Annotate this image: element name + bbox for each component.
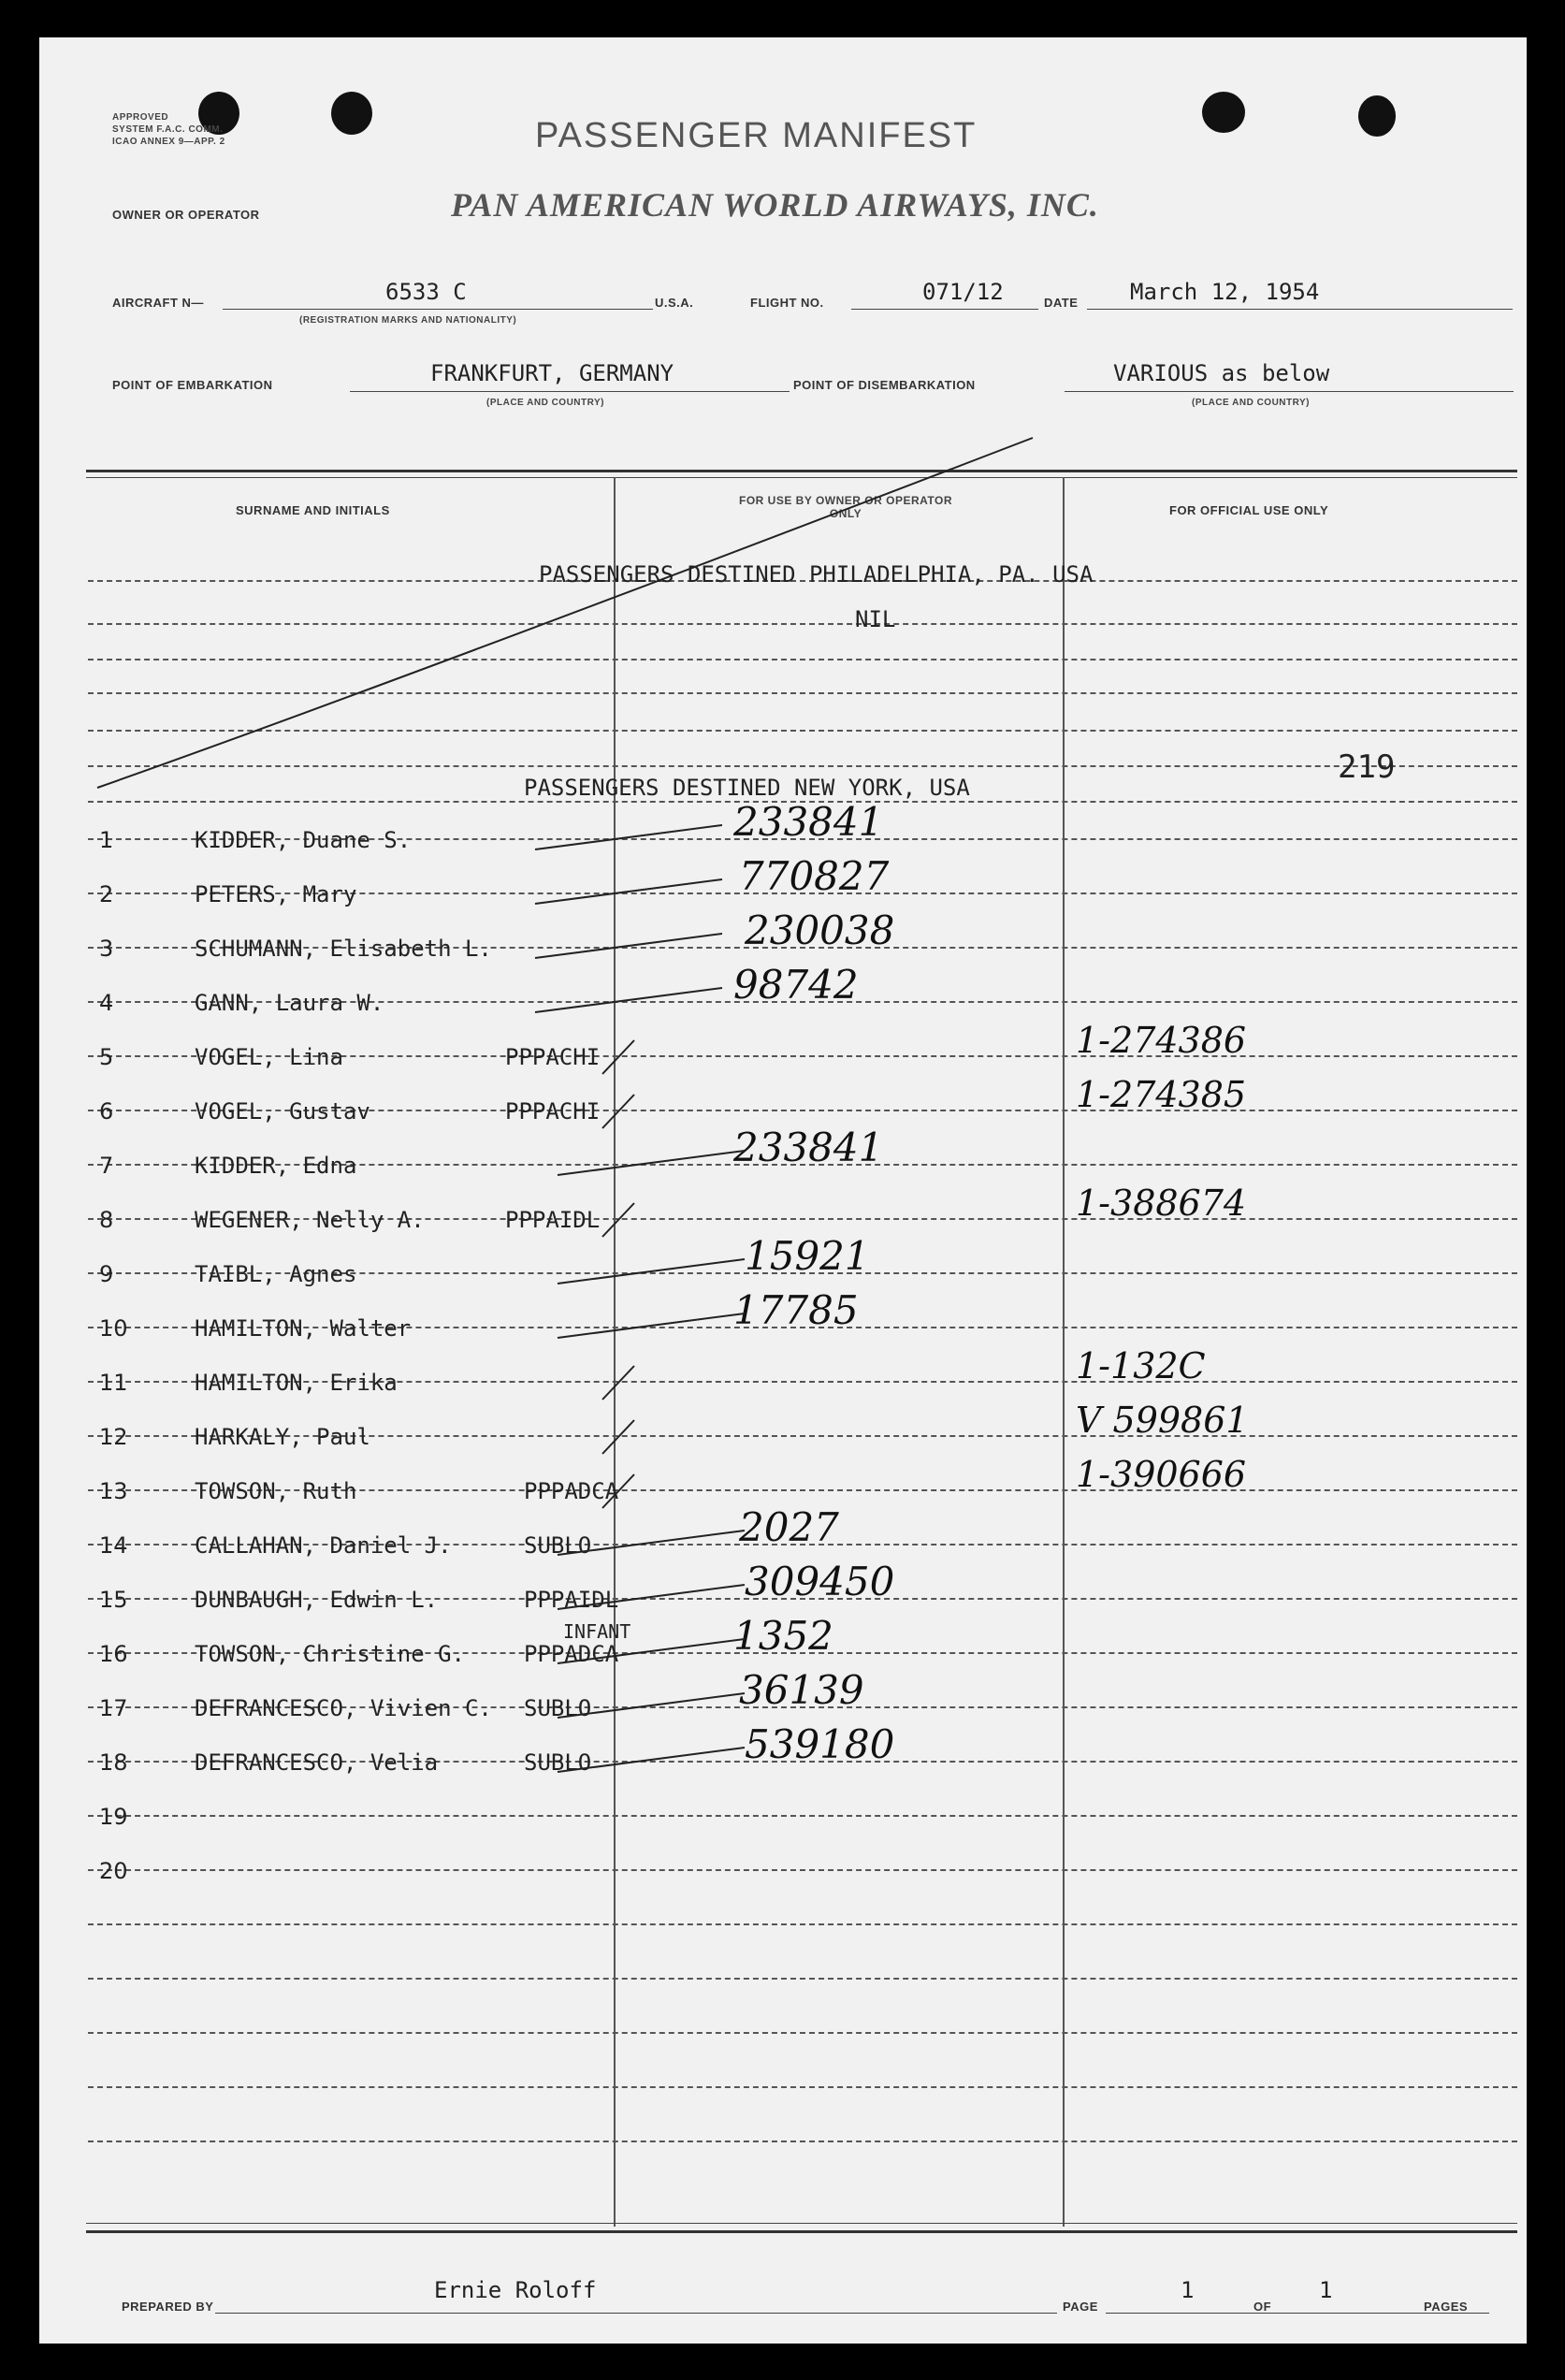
passenger-code: PPPADCA	[524, 1478, 619, 1504]
check-mark	[558, 1748, 745, 1772]
manifest-sheet	[39, 37, 1527, 2344]
passenger-name: CALLAHAN, Daniel J.	[195, 1532, 452, 1559]
passenger-name: KIDDER, Duane S.	[195, 827, 412, 853]
disembark-value: VARIOUS as below	[1113, 360, 1330, 386]
flight-label: FLIGHT NO.	[750, 296, 824, 310]
official-number: 1-132C	[1076, 1345, 1206, 1386]
official-number: V 599861	[1076, 1400, 1249, 1441]
row-number: 16	[99, 1641, 128, 1667]
row-number: 10	[99, 1315, 128, 1342]
page-number: 1	[1181, 2277, 1195, 2303]
passenger-name: HAMILTON, Walter	[195, 1315, 412, 1342]
passenger-name: SCHUMANN, Elisabeth L.	[195, 936, 492, 962]
row-number: 9	[99, 1261, 114, 1287]
column-header-surname: SURNAME AND INITIALS	[236, 503, 390, 517]
passenger-code: SUBLO	[524, 1532, 592, 1559]
owner-number: 539180	[745, 1721, 895, 1767]
check-mark	[602, 1040, 634, 1074]
row-number: 6	[99, 1098, 114, 1125]
check-mark	[602, 1095, 634, 1128]
prepared-by: Ernie Roloff	[434, 2277, 597, 2303]
passenger-name: PETERS, Mary	[195, 881, 357, 907]
passenger-name: TOWSON, Christine G.	[195, 1641, 465, 1667]
row-number: 17	[99, 1695, 128, 1721]
flight-number: 071/12	[922, 279, 1004, 305]
passenger-name: VOGEL, Lina	[195, 1044, 343, 1070]
row-number: 7	[99, 1153, 114, 1179]
official-number: 1-388674	[1076, 1183, 1247, 1224]
disembark-label: POINT OF DISEMBARKATION	[793, 378, 976, 392]
registration-note: (REGISTRATION MARKS AND NATIONALITY)	[299, 315, 517, 326]
section-philadelphia: PASSENGERS DESTINED PHILADELPHIA, PA. USA	[539, 561, 1094, 588]
row-number: 20	[99, 1858, 128, 1884]
tick-marks	[39, 37, 1527, 2344]
owner-number: 309450	[745, 1559, 895, 1604]
row-number: 11	[99, 1370, 128, 1396]
row-number: 3	[99, 936, 114, 962]
passenger-note: INFANT	[563, 1620, 631, 1643]
airline-name: PAN AMERICAN WORLD AIRWAYS, INC.	[451, 186, 1099, 224]
owner-number: 770827	[739, 853, 890, 899]
row-number: 15	[99, 1587, 128, 1613]
owner-number: 233841	[733, 799, 884, 845]
passenger-code: PPPACHI	[505, 1044, 601, 1070]
passenger-name: DUNBAUGH, Edwin L.	[195, 1587, 439, 1613]
passenger-name: DEFRANCESCO, Vivien C.	[195, 1695, 492, 1721]
passenger-name: KIDDER, Edna	[195, 1153, 357, 1179]
page-total: 1	[1319, 2277, 1333, 2303]
owner-number: 230038	[745, 907, 895, 953]
row-number: 2	[99, 881, 114, 907]
page-label: PAGE	[1063, 2300, 1098, 2314]
approval-line-1: APPROVED	[112, 112, 169, 123]
passenger-name: TAIBL, Agnes	[195, 1261, 357, 1287]
check-mark	[558, 1151, 745, 1175]
passenger-name: GANN, Laura W.	[195, 990, 384, 1016]
passenger-name: HAMILTON, Erika	[195, 1370, 398, 1396]
check-mark	[558, 1693, 745, 1718]
check-mark	[602, 1203, 634, 1237]
check-mark	[535, 825, 722, 849]
owner-number: 98742	[733, 962, 859, 1008]
row-number: 18	[99, 1749, 128, 1776]
owner-number: 2027	[739, 1504, 839, 1550]
passenger-code: PPPAIDL	[524, 1587, 619, 1613]
approval-line-3: ICAO ANNEX 9—APP. 2	[112, 137, 225, 147]
check-mark	[558, 1313, 745, 1338]
aircraft-label: AIRCRAFT N—	[112, 296, 204, 310]
official-number: 1-274385	[1076, 1074, 1247, 1115]
approval-line-2: SYSTEM F.A.C. COMM.	[112, 124, 224, 135]
passenger-name: HARKALY, Paul	[195, 1424, 370, 1450]
of-label: OF	[1253, 2300, 1272, 2314]
embark-label: POINT OF EMBARKATION	[112, 378, 273, 392]
check-mark	[602, 1366, 634, 1400]
date-label: DATE	[1044, 296, 1079, 310]
passenger-name: DEFRANCESCO, Velia	[195, 1749, 439, 1776]
passenger-code: SUBLO	[524, 1749, 592, 1776]
pages-label: PAGES	[1424, 2300, 1469, 2314]
flight-date: March 12, 1954	[1130, 279, 1320, 305]
column-header-official: FOR OFFICIAL USE ONLY	[1169, 503, 1329, 517]
official-number: 1-274386	[1076, 1020, 1247, 1061]
check-mark	[602, 1420, 634, 1454]
passenger-code: PPPACHI	[505, 1098, 601, 1125]
check-mark	[558, 1259, 745, 1284]
check-mark	[602, 1474, 634, 1508]
usa-label: U.S.A.	[655, 296, 694, 310]
check-mark	[558, 1639, 745, 1663]
official-number: 1-390666	[1076, 1454, 1247, 1495]
section-new-york: PASSENGERS DESTINED NEW YORK, USA	[524, 775, 970, 801]
passenger-name: VOGEL, Gustav	[195, 1098, 370, 1125]
row-number: 8	[99, 1207, 114, 1233]
place-note: (PLACE AND COUNTRY)	[486, 398, 604, 408]
row-number: 12	[99, 1424, 128, 1450]
place-note: (PLACE AND COUNTRY)	[1192, 398, 1310, 408]
owner-number: 36139	[739, 1667, 864, 1713]
owner-number: 15921	[745, 1233, 870, 1279]
form-title: PASSENGER MANIFEST	[535, 116, 978, 155]
row-number: 4	[99, 990, 114, 1016]
embark-value: FRANKFURT, GERMANY	[430, 360, 674, 386]
aircraft-number: 6533 C	[385, 279, 467, 305]
owner-number: 1352	[733, 1613, 833, 1659]
section-philadelphia-count: NIL	[855, 606, 896, 632]
check-mark	[558, 1531, 745, 1555]
passenger-code: PPPADCA	[524, 1641, 619, 1667]
check-mark	[535, 934, 722, 958]
passenger-name: TOWSON, Ruth	[195, 1478, 357, 1504]
row-number: 14	[99, 1532, 128, 1559]
row-number: 19	[99, 1804, 128, 1830]
check-mark	[558, 1585, 745, 1609]
owner-label: OWNER OR OPERATOR	[112, 208, 260, 222]
passenger-code: PPPAIDL	[505, 1207, 601, 1233]
owner-number: 233841	[733, 1125, 884, 1170]
prepared-label: PREPARED BY	[122, 2300, 214, 2314]
row-number: 5	[99, 1044, 114, 1070]
passenger-code: SUBLO	[524, 1695, 592, 1721]
official-number: 219	[1338, 748, 1396, 786]
row-number: 13	[99, 1478, 128, 1504]
column-header-owner: FOR USE BY OWNER OR OPERATOR ONLY	[738, 494, 953, 520]
row-number: 1	[99, 827, 114, 853]
check-mark	[535, 988, 722, 1012]
passenger-name: WEGENER, Nelly A.	[195, 1207, 425, 1233]
owner-number: 17785	[733, 1287, 859, 1333]
check-mark	[535, 879, 722, 904]
